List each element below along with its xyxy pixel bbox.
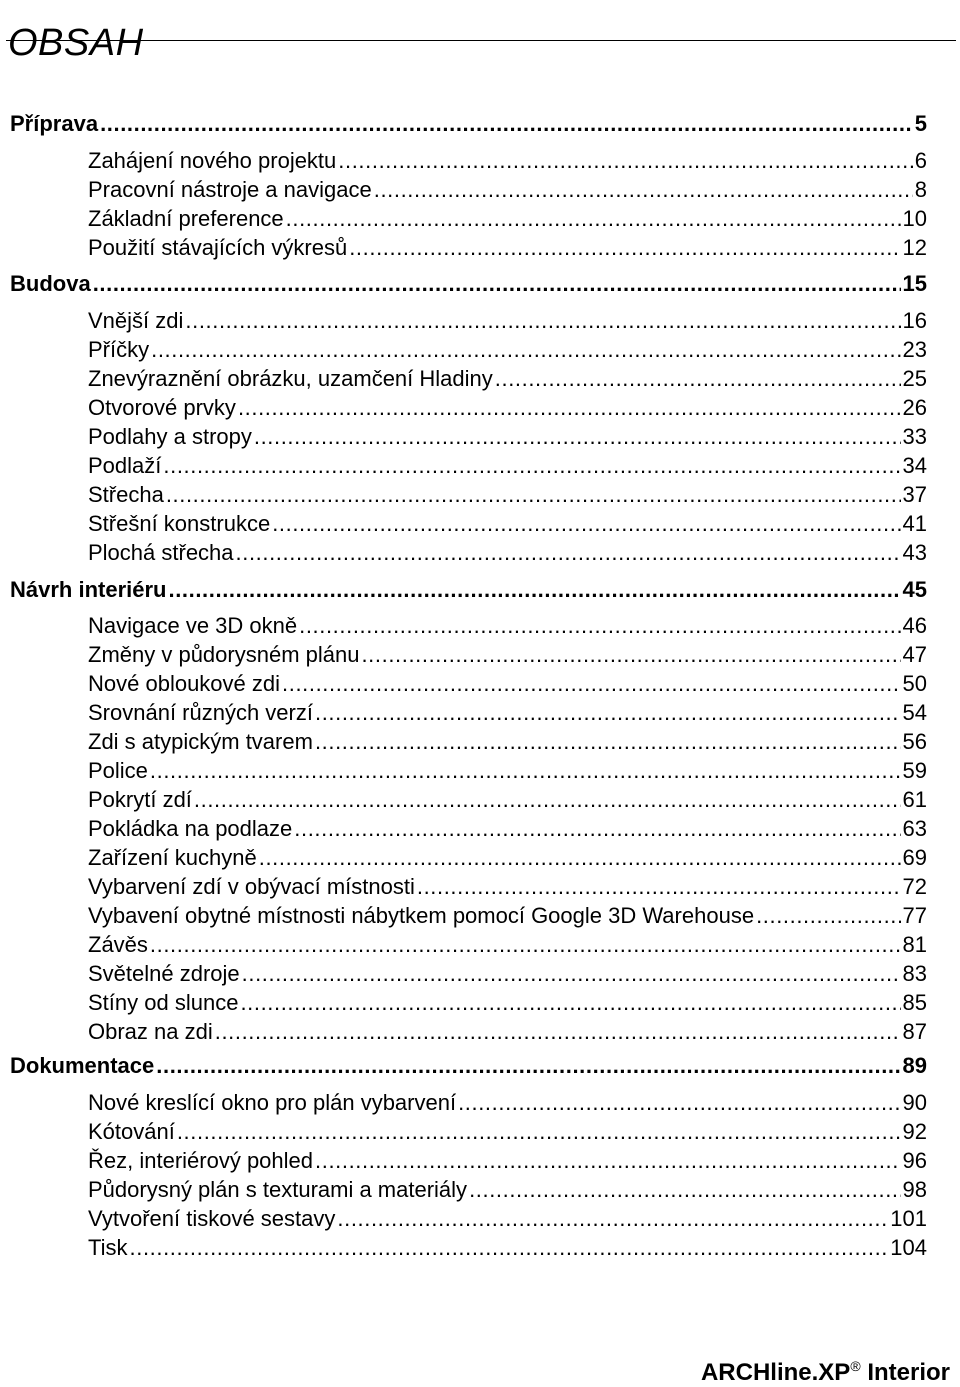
toc-entry-page-number: 43 (902, 540, 927, 565)
toc-entry-label: Zdi s atypickým tvarem (88, 729, 313, 754)
toc-entry-page-number: 59 (902, 758, 927, 783)
toc-entry[interactable] (88, 989, 927, 1017)
toc-entry-label: Vybavení obytné místnosti nábytkem pomocí Google 3D Warehouse (88, 903, 755, 928)
dot-leader (242, 960, 901, 988)
dot-leader (349, 234, 900, 262)
toc-entry-page-number: 33 (902, 424, 927, 449)
toc-entry-page-number: 10 (902, 206, 927, 231)
toc-entry[interactable] (88, 539, 927, 567)
toc-entry[interactable] (88, 1147, 927, 1175)
dot-leader (194, 786, 901, 814)
toc-entry-page-number: 12 (902, 235, 927, 260)
toc-entry-page-number: 8 (914, 177, 927, 202)
dot-leader (163, 452, 900, 480)
toc-entry[interactable] (88, 670, 927, 698)
toc-entry[interactable] (88, 786, 927, 814)
dot-leader (294, 815, 900, 843)
toc-entry-page-number: 26 (902, 395, 927, 420)
toc-entry[interactable] (88, 1234, 927, 1262)
toc-entry[interactable] (88, 612, 927, 640)
toc-entry[interactable] (88, 1089, 927, 1117)
dot-leader (156, 1052, 900, 1080)
toc-entry-label: Návrh interiéru (10, 577, 167, 602)
dot-leader (150, 931, 901, 959)
dot-leader (130, 1234, 889, 1262)
dot-leader (259, 844, 901, 872)
toc-entry-label: Světelné zdroje (88, 961, 240, 986)
dot-leader (282, 670, 901, 698)
toc-entry-label: Zahájení nového projektu (88, 148, 337, 173)
toc-entry-page-number: 104 (890, 1235, 927, 1260)
registered-mark: ® (850, 1358, 861, 1374)
toc-entry-page-number: 63 (902, 816, 927, 841)
dot-leader (417, 873, 901, 901)
toc-entry-page-number: 41 (902, 511, 927, 536)
toc-entry[interactable] (88, 641, 927, 669)
toc-section-entry[interactable] (10, 576, 927, 604)
toc-entry-page-number: 101 (890, 1206, 927, 1231)
toc-entry-page-number: 50 (902, 671, 927, 696)
toc-entry-label: Zařízení kuchyně (88, 845, 257, 870)
dot-leader (286, 205, 901, 233)
toc-entry[interactable] (88, 873, 927, 901)
toc-entry-page-number: 46 (902, 613, 927, 638)
dot-leader (93, 270, 901, 298)
dot-leader (177, 1118, 901, 1146)
toc-entry-page-number: 16 (902, 308, 927, 333)
toc-entry[interactable] (88, 728, 927, 756)
dot-leader (166, 481, 901, 509)
toc-entry-label: Příprava (10, 111, 99, 136)
toc-entry-page-number: 92 (902, 1119, 927, 1144)
toc-entry-page-number: 69 (902, 845, 927, 870)
toc-entry[interactable] (88, 1176, 927, 1204)
dot-leader (374, 176, 913, 204)
toc-entry-label: Navigace ve 3D okně (88, 613, 298, 638)
toc-entry-label: Otvorové prvky (88, 395, 236, 420)
dot-leader (315, 728, 901, 756)
dot-leader (238, 394, 901, 422)
toc-entry-label: Dokumentace (10, 1053, 155, 1078)
toc-entry-label: Kótování (88, 1119, 175, 1144)
dot-leader (361, 641, 900, 669)
toc-entry-label: Střecha (88, 482, 164, 507)
toc-entry-label: Obraz na zdi (88, 1019, 213, 1044)
product-name: Interior (867, 1359, 950, 1386)
toc-entry-label: Změny v půdorysném plánu (88, 642, 360, 667)
toc-entry-page-number: 5 (914, 111, 927, 136)
dot-leader (338, 147, 912, 175)
toc-entry[interactable] (88, 176, 927, 204)
toc-section-entry[interactable] (10, 1052, 927, 1080)
dot-leader (151, 336, 900, 364)
toc-entry-label: Použití stávajících výkresů (88, 235, 348, 260)
toc-entry[interactable] (88, 147, 927, 175)
toc-entry[interactable] (88, 1018, 927, 1046)
toc-entry-label: Pokrytí zdí (88, 787, 192, 812)
toc-entry-page-number: 47 (902, 642, 927, 667)
toc-entry-page-number: 25 (902, 366, 927, 391)
toc-entry-page-number: 83 (902, 961, 927, 986)
toc-section-entry[interactable] (10, 110, 927, 138)
toc-entry-page-number: 77 (902, 903, 927, 928)
toc-entry[interactable] (88, 757, 927, 785)
toc-entry[interactable] (88, 336, 927, 364)
dot-leader (337, 1205, 888, 1233)
dot-leader (315, 1147, 901, 1175)
toc-entry[interactable] (88, 1118, 927, 1146)
toc-entry[interactable] (88, 1205, 927, 1233)
footer-brand (701, 1358, 950, 1387)
toc-entry-label: Střešní konstrukce (88, 511, 271, 536)
toc-entry-label: Budova (10, 271, 91, 296)
toc-entry-label: Pokládka na podlaze (88, 816, 293, 841)
dot-leader (185, 307, 900, 335)
toc-entry[interactable] (88, 394, 927, 422)
toc-entry[interactable] (88, 902, 927, 930)
toc-entry-page-number: 61 (902, 787, 927, 812)
toc-entry-label: Srovnání různých verzí (88, 700, 313, 725)
dot-leader (254, 423, 901, 451)
toc-entry-page-number: 54 (902, 700, 927, 725)
dot-leader (240, 989, 900, 1017)
toc-entry-page-number: 34 (902, 453, 927, 478)
toc-entry[interactable] (88, 205, 927, 233)
toc-entry-label: Znevýraznění obrázku, uzamčení Hladiny (88, 366, 493, 391)
dot-leader (215, 1018, 901, 1046)
brand-name: ARCHline.XP (700, 1359, 851, 1386)
toc-section-entry[interactable] (10, 270, 927, 298)
dot-leader (236, 539, 901, 567)
toc-entry-page-number: 15 (902, 271, 927, 296)
toc-entry[interactable] (88, 234, 927, 262)
toc-entry[interactable] (88, 365, 927, 393)
toc-entry[interactable] (88, 815, 927, 843)
toc-entry-label: Závěs (88, 932, 148, 957)
toc-entry-page-number: 45 (902, 577, 927, 602)
toc-entry-page-number: 96 (902, 1148, 927, 1173)
toc-entry[interactable] (88, 481, 927, 509)
toc-entry[interactable] (88, 510, 927, 538)
toc-entry-label: Řez, interiérový pohled (88, 1148, 314, 1173)
dot-leader (272, 510, 900, 538)
toc-entry-label: Vybarvení zdí v obývací místnosti (88, 874, 415, 899)
toc-entry-label: Nové kreslící okno pro plán vybarvení (88, 1090, 457, 1115)
toc-entry-page-number: 72 (902, 874, 927, 899)
toc-entry[interactable] (88, 452, 927, 480)
dot-leader (469, 1176, 900, 1204)
toc-entry-page-number: 23 (902, 337, 927, 362)
toc-entry-label: Vnější zdi (88, 308, 184, 333)
toc-entry-label: Základní preference (88, 206, 284, 231)
toc-entry[interactable] (88, 844, 927, 872)
dot-leader (315, 699, 901, 727)
dot-leader (495, 365, 901, 393)
toc-entry-label: Pracovní nástroje a navigace (88, 177, 372, 202)
dot-leader (100, 110, 913, 138)
toc-entry-label: Stíny od slunce (88, 990, 239, 1015)
toc-entry[interactable] (88, 307, 927, 335)
dot-leader (756, 902, 900, 930)
toc-entry[interactable] (88, 699, 927, 727)
toc-entry-page-number: 85 (902, 990, 927, 1015)
toc-entry-page-number: 37 (902, 482, 927, 507)
toc-entry-page-number: 87 (902, 1019, 927, 1044)
toc-entry-label: Vytvoření tiskové sestavy (88, 1206, 336, 1231)
toc-entry-label: Půdorysný plán s texturami a materiály (88, 1177, 468, 1202)
toc-entry[interactable] (88, 931, 927, 959)
toc-entry-label: Plochá střecha (88, 540, 234, 565)
dot-leader (150, 757, 901, 785)
toc-entry-page-number: 81 (902, 932, 927, 957)
dot-leader (169, 576, 901, 604)
toc-entry-page-number: 89 (902, 1053, 927, 1078)
toc-entry-label: Police (88, 758, 148, 783)
toc-entry-page-number: 56 (902, 729, 927, 754)
toc-entry[interactable] (88, 960, 927, 988)
dot-leader (299, 612, 900, 640)
toc-entry-page-number: 98 (902, 1177, 927, 1202)
toc-entry-label: Tisk (88, 1235, 128, 1260)
toc-entry-label: Nové obloukové zdi (88, 671, 281, 696)
page-title: OBSAH (8, 22, 144, 65)
dot-leader (458, 1089, 900, 1117)
toc-entry-page-number: 6 (914, 148, 927, 173)
toc-entry-label: Podlaží (88, 453, 162, 478)
toc-entry[interactable] (88, 423, 927, 451)
toc-entry-label: Podlahy a stropy (88, 424, 252, 449)
toc-entry-label: Příčky (88, 337, 150, 362)
toc-entry-page-number: 90 (902, 1090, 927, 1115)
